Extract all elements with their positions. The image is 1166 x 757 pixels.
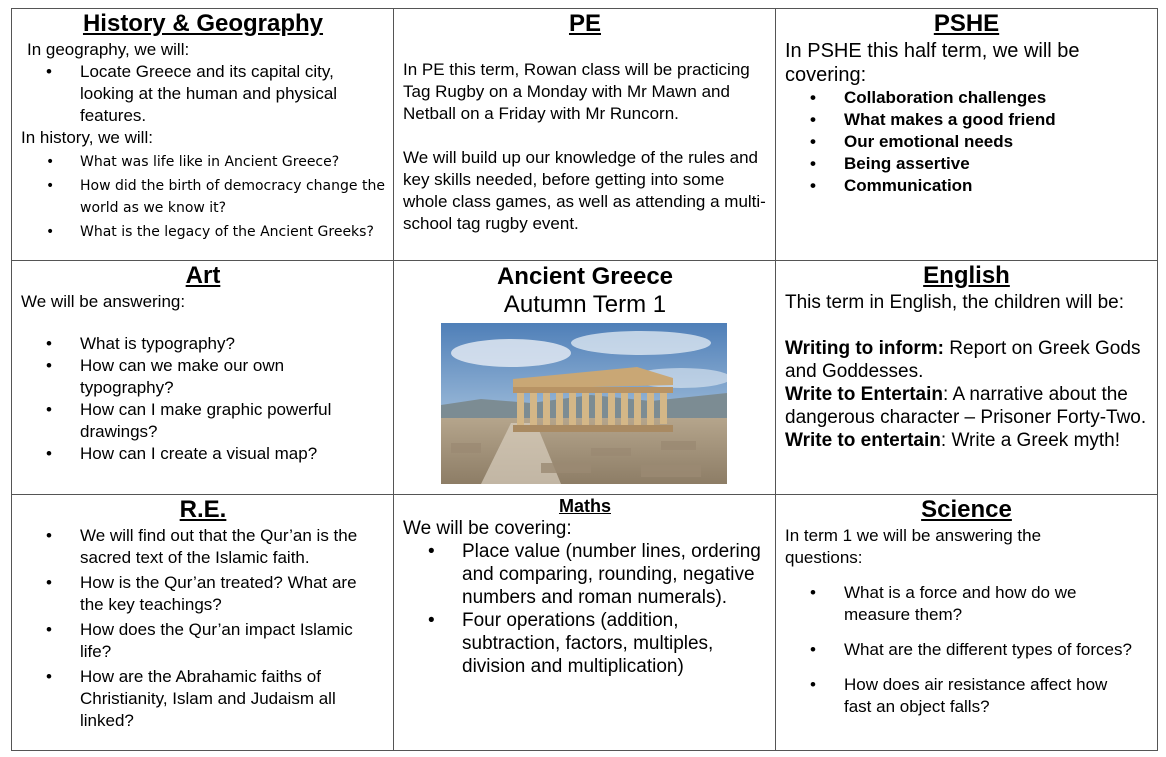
english-line-bold: Write to entertain xyxy=(785,430,941,451)
pshe-title: PSHE xyxy=(933,10,1000,37)
curriculum-grid xyxy=(11,8,1158,751)
re-title: R.E. xyxy=(179,496,227,523)
english-line-bold: Write to Entertain xyxy=(785,384,943,405)
history-geography-title: History & Geography xyxy=(82,10,324,37)
ancient-greece-cell xyxy=(394,261,776,495)
art-title: Art xyxy=(185,262,221,289)
list-item: • How can we make our own typography? xyxy=(80,355,380,399)
pshe-cell xyxy=(776,9,1157,261)
geography-list xyxy=(12,61,394,127)
list-item: • How can I make graphic powerful drawings? xyxy=(80,399,380,443)
science-list xyxy=(776,582,1157,718)
geography-intro: In geography, we will: xyxy=(27,40,190,59)
list-item: • How can I create a visual map? xyxy=(80,443,380,465)
list-item: • How are the Abrahamic faiths of Christianity, Islam and Judaism all linked? xyxy=(80,666,382,732)
list-item: • What was life like in Ancient Greece? xyxy=(80,151,386,173)
list-item: • Being assertive xyxy=(844,153,1157,175)
re-cell xyxy=(12,495,394,750)
maths-title: Maths xyxy=(558,496,611,516)
english-line-1 xyxy=(776,337,1157,383)
history-intro: In history, we will: xyxy=(21,128,153,147)
list-item: • What makes a good friend xyxy=(844,109,1157,131)
maths-cell xyxy=(394,495,776,750)
maths-intro: We will be covering: xyxy=(403,518,572,539)
art-intro: We will be answering: xyxy=(21,292,186,311)
science-cell xyxy=(776,495,1157,750)
pshe-list xyxy=(776,87,1157,197)
english-cell xyxy=(776,261,1157,495)
pe-paragraph-2: We will build up our knowledge of the rules and key skills needed, before getting into some whole class games, as well as attending a multi-school tag rugby event. xyxy=(403,148,766,233)
english-line-2 xyxy=(776,383,1157,429)
art-cell xyxy=(12,261,394,495)
english-line-text: : Write a Greek myth! xyxy=(940,430,1121,451)
list-item: • We will find out that the Qur’an is the sacred text of the Islamic faith. xyxy=(80,525,382,569)
maths-list xyxy=(394,540,776,678)
pe-paragraph-1: In PE this term, Rowan class will be practicing Tag Rugby on a Monday with Mr Mawn and Netball on a Friday with Mr Runcorn. xyxy=(403,60,750,123)
list-item: • What is a force and how do we measure them? xyxy=(844,582,1137,626)
science-intro: In term 1 we will be answering the questions: xyxy=(785,526,1042,567)
list-item: • How did the birth of democracy change the world as we know it? xyxy=(80,175,386,219)
topic-subtitle: Autumn Term 1 xyxy=(503,291,667,318)
parthenon-photo xyxy=(441,323,727,484)
list-item: • How does air resistance affect how fast an object falls? xyxy=(844,674,1137,718)
re-list xyxy=(12,525,394,732)
english-intro: This term in English, the children will be: xyxy=(785,292,1124,313)
history-geography-cell xyxy=(12,9,394,261)
list-item: • Four operations (addition, subtraction, factors, multiples, division and multiplication) xyxy=(462,609,762,678)
list-item: • Locate Greece and its capital city, looking at the human and physical features. xyxy=(80,61,374,127)
list-item: • Communication xyxy=(844,175,1157,197)
topic-title: Ancient Greece xyxy=(496,263,674,290)
list-item: • What are the different types of forces? xyxy=(844,639,1137,661)
list-item: • What is the legacy of the Ancient Greeks? xyxy=(80,221,386,243)
pe-cell xyxy=(394,9,776,261)
english-line-3 xyxy=(776,429,1157,452)
english-line-text: Report on Greek Gods and Goddesses. xyxy=(785,338,1141,382)
pe-title: PE xyxy=(568,10,601,37)
science-title: Science xyxy=(921,496,1012,523)
pshe-intro: In PSHE this half term, we will be covering: xyxy=(785,40,1080,86)
list-item: • Place value (number lines, ordering and comparing, rounding, negative numbers and roman numerals). xyxy=(462,540,762,609)
list-item: • What is typography? xyxy=(80,333,380,355)
english-title: English xyxy=(923,262,1010,289)
history-list xyxy=(12,151,394,243)
english-line-bold: Writing to inform: xyxy=(785,338,945,359)
list-item: • Our emotional needs xyxy=(844,131,1157,153)
english-line-text: : A narrative about the dangerous character – Prisoner Forty-Two. xyxy=(785,384,1147,428)
list-item: • How does the Qur’an impact Islamic life? xyxy=(80,619,382,663)
list-item: • Collaboration challenges xyxy=(844,87,1157,109)
art-list xyxy=(12,333,394,465)
list-item: • How is the Qur’an treated? What are the key teachings? xyxy=(80,572,382,616)
